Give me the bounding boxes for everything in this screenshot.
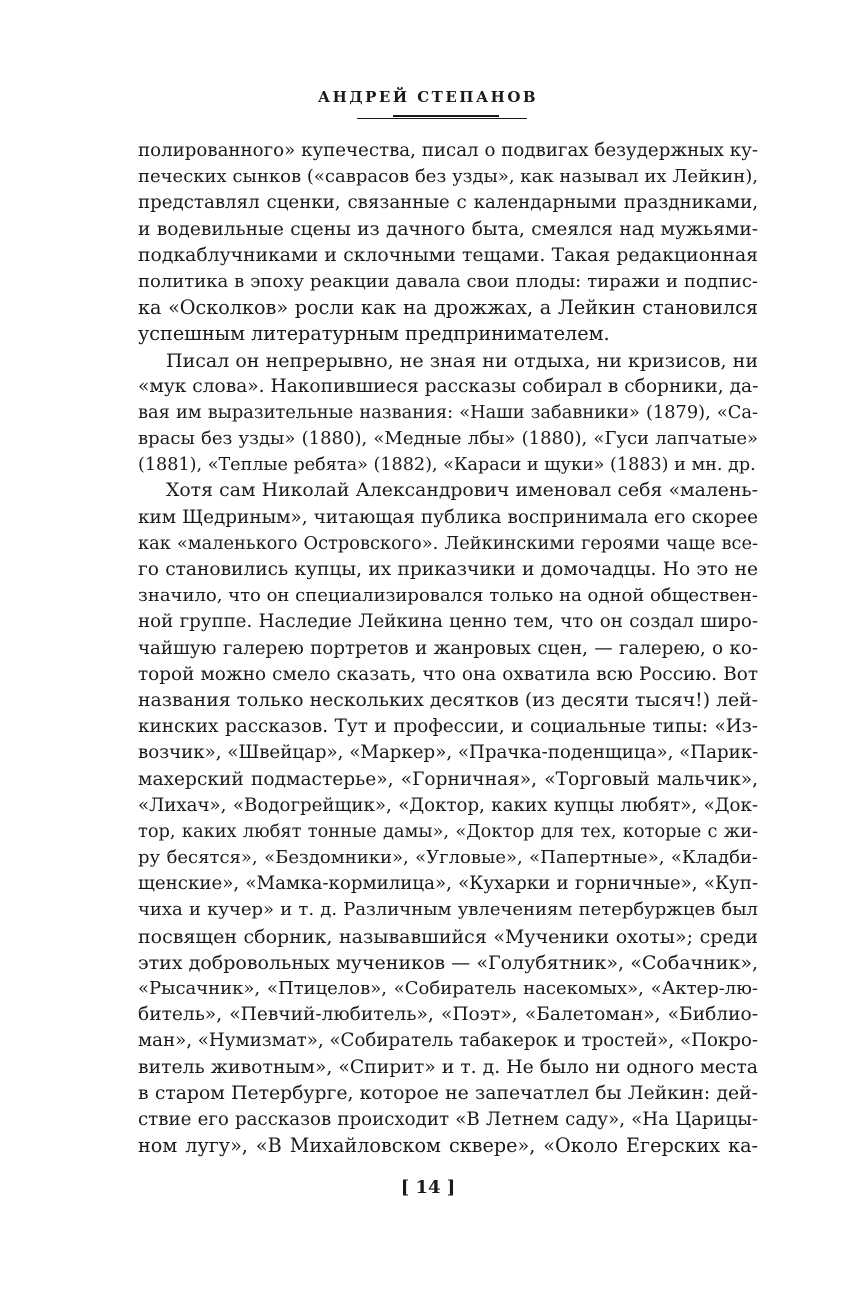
text-line: врасы без узды» (1880), «Медные лбы» (1880), «Гуси лапчатые» (138, 428, 758, 450)
text-line: и водевильные сцены из дачного быта, смеялся над мужьями- (138, 218, 758, 240)
text-line: успешным литературным предпринимателем. (138, 322, 610, 346)
text-line: витель животным», «Спирит» и т. д. Не было ни одного места (138, 1056, 758, 1078)
text-line: ном лугу», «В Михайловском сквере», «Около Егерских ка- (138, 1134, 758, 1158)
text-line: махерский подмастерье», «Горничная», «Торговый мальчик», (138, 768, 758, 790)
text-line: представлял сценки, связанные с календарными праздниками, (138, 192, 758, 214)
text-line: полированного» купечества, писал о подвигах безудержных ку- (138, 140, 758, 161)
text-line: битель», «Певчий-любитель», «Поэт», «Балетоман», «Библио- (138, 1004, 758, 1026)
text-line: (1881), «Теплые ребята» (1882), «Караси и щуки» (1883) и мн. др. (138, 455, 756, 476)
text-line: кинских рассказов. Тут и профессии, и социальные типы: «Из- (138, 716, 758, 738)
text-line: названия только нескольких десятков (из десяти тысяч!) лей- (138, 689, 758, 711)
text-line: подкаблучниками и склочными тещами. Такая редакционная (138, 244, 758, 266)
text-line: ру бесятся», «Бездомники», «Угловые», «Папертные», «Кладби- (138, 847, 758, 869)
text-line: возчик», «Швейцар», «Маркер», «Прачка-поденщица», «Парик- (138, 742, 758, 764)
text-line: ман», «Нумизмат», «Собиратель табакерок и тростей», «Покро- (138, 1030, 758, 1052)
text-line: Писал он непрерывно, не зная ни отдыха, ни кризисов, ни (166, 349, 758, 372)
text-line: вая им выразительные названия: «Наши забавники» (1879), «Са- (138, 401, 758, 423)
text-line: печеских сынков («саврасов без узды», как называл их Лейкин), (138, 166, 758, 188)
text-line: «мук слова». Накопившиеся рассказы собирал в сборники, да- (138, 375, 758, 397)
text-line: щенские», «Мамка-кормилица», «Кухарки и горничные», «Куп- (138, 873, 758, 895)
text-line: ким Щедриным», читающая публика воспринимала его скорее (138, 506, 758, 528)
header-rule-thin (357, 118, 527, 119)
text-line: «Рысачник», «Птицелов», «Собиратель насекомых», «Актер-лю- (138, 978, 758, 999)
text-line: ка «Осколков» росли как на дрожжах, а Лейкин становился (138, 296, 758, 320)
running-head: АНДРЕЙ СТЕПАНОВ (317, 88, 539, 106)
text-line: посвящен сборник, называвшийся «Мученики охоты»; среди (138, 925, 758, 948)
header-rule-thick (393, 115, 499, 117)
text-line: «Лихач», «Водогрейщик», «Доктор, каких купцы любят», «Док- (138, 794, 758, 816)
text-line: ной группе. Наследие Лейкина ценно тем, что он создал широ- (138, 611, 758, 633)
text-line: го становились купцы, их приказчики и домочадцы. Но это не (138, 559, 758, 580)
text-line: в старом Петербурге, которое не запечатлел бы Лейкин: дей- (138, 1082, 758, 1104)
text-line: чиха и кучер» и т. д. Различным увлечениям петербуржцев был (138, 899, 758, 921)
text-line: политика в эпоху реакции давала свои плоды: тиражи и подпис- (138, 270, 758, 292)
text-line: тор, каких любят тонные дамы», «Доктор для тех, которые с жи- (138, 820, 758, 842)
body-text (138, 138, 758, 1159)
text-line: значило, что он специализировался только на одной обществен- (138, 585, 758, 607)
text-line: этих добровольных мучеников — «Голубятник», «Собачник», (138, 951, 758, 974)
text-line: чайшую галерею портретов и жанровых сцен, — галерею, о ко- (138, 637, 758, 659)
text-line: торой можно смело сказать, что она охватила всю Россию. Вот (138, 663, 758, 685)
text-line: Хотя сам Николай Александрович именовал себя «малень- (166, 480, 758, 502)
text-line: ствие его рассказов происходит «В Летнем саду», «На Царицы- (138, 1108, 758, 1130)
text-line: как «маленького Островского». Лейкинскими героями чаще все- (138, 532, 758, 554)
page-number: [ 14 ] (400, 1177, 456, 1198)
